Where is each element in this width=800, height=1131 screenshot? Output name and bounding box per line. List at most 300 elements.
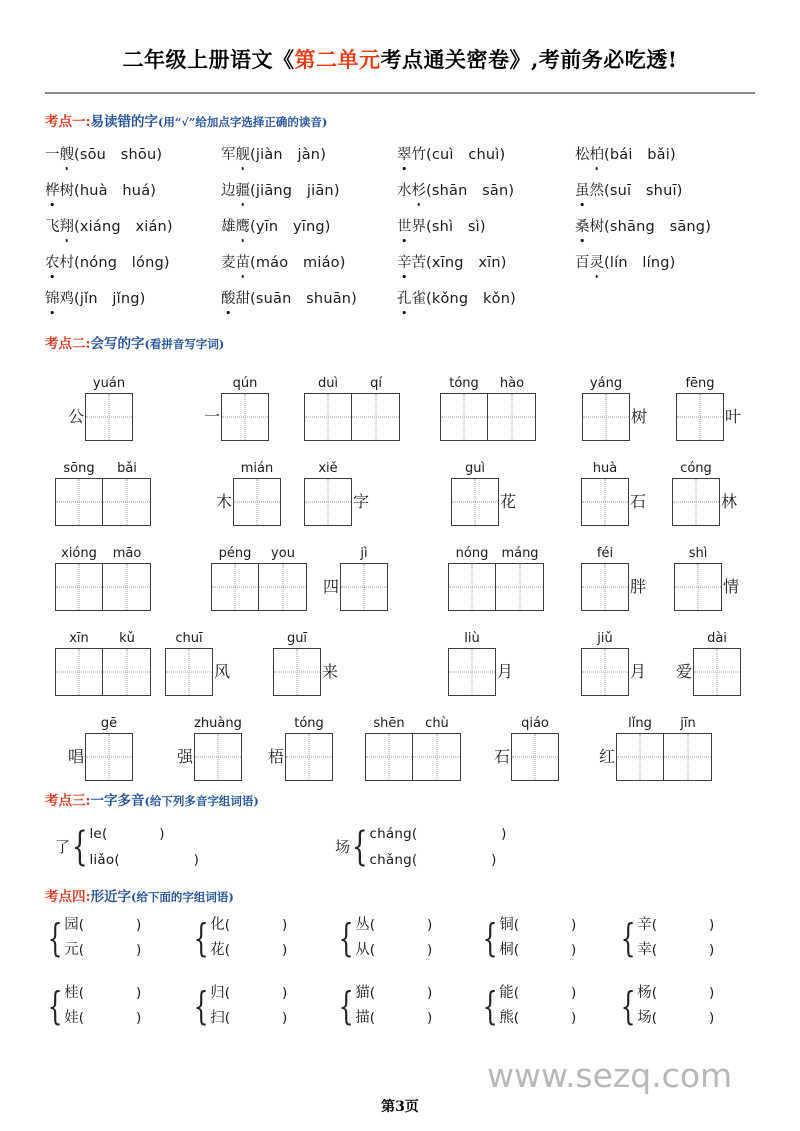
grid-line [165, 648, 231, 696]
pinyin-choice-item[interactable] [575, 180, 755, 199]
tianzige[interactable] [616, 733, 712, 781]
writing-grid-group[interactable] [674, 546, 740, 611]
tianzige[interactable] [581, 648, 629, 696]
similar-char-unit [338, 981, 432, 1031]
polyphone-entry[interactable] [89, 847, 198, 873]
polyphone-entry[interactable] [89, 821, 198, 847]
brace-icon: { [193, 915, 209, 960]
pinyin-options[interactable]: (máo miáo) [250, 255, 346, 271]
tianzige-cell[interactable] [85, 733, 133, 781]
grid-line [581, 563, 647, 611]
pinyin-options[interactable]: (xiáng xián) [74, 219, 173, 235]
tianzige[interactable] [676, 393, 724, 441]
similar-char-entry[interactable] [355, 938, 432, 963]
similar-char-row [45, 913, 755, 981]
similar-char: 幸 [637, 942, 652, 958]
similar-char-entry[interactable] [64, 938, 141, 963]
paren-close: ) [501, 826, 507, 842]
paren-open: ( [369, 942, 375, 958]
writing-grid-group[interactable] [448, 546, 544, 611]
pinyin-options[interactable]: (jiāng jiān) [250, 183, 340, 199]
pinyin-options[interactable]: (suī shuī) [604, 183, 683, 199]
tianzige-cell[interactable] [55, 478, 103, 526]
pinyin-options[interactable]: (shān sān) [426, 183, 515, 199]
similar-char-entry[interactable] [355, 981, 432, 1006]
tianzige[interactable] [211, 563, 307, 611]
writing-grid-group[interactable] [304, 461, 370, 526]
tianzige[interactable] [273, 648, 321, 696]
word-char: 麦 [221, 255, 236, 271]
writing-grid-group[interactable] [581, 631, 647, 696]
pinyin-choice-item[interactable] [45, 180, 221, 199]
tianzige-cell[interactable] [340, 563, 388, 611]
similar-char-entry[interactable] [637, 913, 714, 938]
similar-char-entry[interactable] [210, 981, 287, 1006]
grid-line [448, 648, 514, 696]
tianzige-cell[interactable] [674, 563, 722, 611]
tianzige[interactable] [165, 648, 213, 696]
paren-open: ( [513, 942, 519, 958]
grid-pinyin-line [581, 631, 647, 646]
grid-line [672, 478, 738, 526]
word-char: 孔 [397, 291, 412, 307]
writing-grid-group[interactable] [273, 631, 339, 696]
writing-grid-group[interactable] [598, 716, 712, 781]
word-char: 柏 [589, 147, 604, 163]
title-highlight: 第二单元 [294, 47, 381, 72]
brace-icon: { [482, 983, 498, 1028]
word-char: 艘 [59, 147, 74, 163]
grid-pinyin: yuán [92, 376, 126, 391]
tianzige[interactable] [582, 393, 630, 441]
tianzige-cell[interactable] [413, 733, 461, 781]
tianzige[interactable] [340, 563, 388, 611]
paren-open: ( [78, 1010, 84, 1026]
paren-open: ( [224, 1010, 230, 1026]
grid-pinyin-line [675, 631, 741, 646]
grid-pinyin-line [448, 631, 514, 646]
pinyin-choice-item[interactable] [397, 288, 575, 307]
writing-grid-group[interactable] [675, 631, 741, 696]
pinyin-options[interactable]: (suān shuān) [250, 291, 358, 307]
similar-char-entry[interactable] [355, 1006, 432, 1031]
writing-grid-group[interactable] [676, 376, 742, 441]
word-char: 百 [575, 255, 590, 271]
trailing-char: 石 [630, 492, 647, 511]
writing-grid-group[interactable] [215, 461, 281, 526]
pinyin-options[interactable]: (bái bǎi) [604, 147, 676, 163]
paren-close: ) [708, 942, 715, 958]
tianzige[interactable] [672, 478, 720, 526]
tianzige-cell[interactable] [582, 393, 630, 441]
writing-grid-group[interactable] [448, 631, 514, 696]
pinyin-choice-item[interactable] [397, 144, 575, 163]
trailing-char: 风 [214, 662, 231, 681]
tianzige-cell[interactable] [511, 733, 559, 781]
pinyin-options[interactable]: (shāng sāng) [604, 219, 712, 235]
grid-pinyin-line [448, 546, 544, 561]
similar-char: 化 [210, 917, 225, 933]
tianzige-cell[interactable] [194, 733, 242, 781]
similar-char-unit [47, 913, 141, 963]
trailing-char: 林 [721, 492, 738, 511]
paren-close: ) [570, 985, 577, 1001]
tianzige-cell[interactable] [581, 563, 629, 611]
grid-pinyin-line [67, 376, 133, 391]
trailing-char: 月 [497, 662, 514, 681]
grid-pinyin: qí [370, 376, 382, 391]
word-char: 村 [59, 255, 74, 271]
tianzige-cell[interactable] [496, 563, 544, 611]
tianzige-cell[interactable] [448, 563, 496, 611]
grid-pinyin-line [493, 716, 559, 731]
word-char: 农 [45, 255, 60, 271]
pinyin-options[interactable]: (xīng xīn) [426, 255, 507, 271]
pinyin-spacer [322, 546, 340, 561]
grid-pinyin-line [365, 716, 461, 731]
similar-char-entry[interactable] [499, 938, 576, 963]
word-char: 苦 [411, 255, 426, 271]
pinyin-choice-item[interactable] [221, 252, 397, 271]
similar-char-entry[interactable] [64, 913, 141, 938]
tianzige[interactable] [233, 478, 281, 526]
tianzige[interactable] [194, 733, 242, 781]
tianzige[interactable] [304, 478, 352, 526]
grid-pinyin: bǎi [117, 461, 137, 476]
tianzige-cell[interactable] [676, 393, 724, 441]
tianzige[interactable] [55, 563, 151, 611]
grid-pinyin: xīn [69, 631, 89, 646]
section1-key: 考点一: [45, 114, 91, 130]
writing-grid-group[interactable] [440, 376, 536, 441]
similar-char-entry[interactable] [499, 1006, 576, 1031]
paren-open: ( [224, 985, 230, 1001]
tianzige[interactable] [448, 563, 544, 611]
tianzige[interactable] [451, 478, 499, 526]
leading-char: 唱 [68, 747, 85, 766]
pinyin-choice-item[interactable] [397, 252, 575, 271]
grid-line [581, 648, 647, 696]
writing-grid-group[interactable] [55, 546, 151, 611]
tianzige-cell[interactable] [451, 478, 499, 526]
tianzige[interactable] [55, 648, 151, 696]
similar-char: 桐 [499, 942, 514, 958]
section2-heading [45, 332, 755, 352]
grid-line [451, 478, 517, 526]
paren-close: ) [426, 1010, 433, 1026]
similar-char-entry[interactable] [64, 981, 141, 1006]
pinyin-options[interactable]: (cuì chuì) [426, 147, 506, 163]
grid-pinyin: yáng [589, 376, 623, 391]
tianzige-cell[interactable] [103, 648, 151, 696]
word-char: 辛 [397, 255, 412, 271]
writing-grid-group[interactable] [304, 376, 400, 441]
grid-line [55, 648, 151, 696]
polyphone-char: 场 [335, 837, 351, 856]
similar-char-rows [210, 913, 287, 963]
pinyin-options[interactable]: (sōu shōu) [74, 147, 163, 163]
pinyin-choice-row [45, 216, 755, 252]
tianzige-cell[interactable] [165, 648, 213, 696]
writing-grid-group[interactable] [203, 376, 269, 441]
similar-char: 从 [355, 942, 370, 958]
paren-open: ( [224, 942, 230, 958]
leading-char: 一 [204, 407, 221, 426]
pinyin-choice-item[interactable] [575, 252, 755, 271]
writing-grid-group[interactable] [322, 546, 388, 611]
word-char: 桦 [45, 183, 60, 199]
tianzige-cell[interactable] [103, 478, 151, 526]
polyphone-entry[interactable] [369, 847, 506, 873]
section1-note-close: ”给加点字选择正确的读音) [188, 115, 328, 129]
writing-grid-group[interactable] [176, 716, 242, 781]
grid-pinyin-line [672, 461, 738, 476]
section1-heading [45, 110, 755, 130]
similar-char-rows [499, 913, 576, 963]
grid-pinyin-line [582, 376, 648, 391]
similar-char: 铜 [499, 917, 514, 933]
word-char: 杉 [411, 183, 426, 199]
tianzige-cell[interactable] [55, 563, 103, 611]
tianzige-cell[interactable] [233, 478, 281, 526]
similar-char-entry[interactable] [499, 913, 576, 938]
grid-pinyin: gē [100, 716, 118, 731]
tianzige[interactable] [448, 648, 496, 696]
writing-grid-group[interactable] [55, 461, 151, 526]
writing-grid-group[interactable] [211, 546, 307, 611]
grid-line [215, 478, 281, 526]
pinyin-choice-item[interactable] [397, 216, 575, 235]
polyphone-unit [335, 821, 506, 873]
grid-line [273, 648, 339, 696]
pinyin-options[interactable]: (kǒng kǒn) [426, 291, 516, 307]
grid-pinyin: zhuàng [194, 716, 242, 731]
section3-key: 考点三: [45, 793, 91, 809]
trailing-char: 情 [723, 577, 740, 596]
tianzige[interactable] [55, 478, 151, 526]
similar-char: 桂 [64, 985, 79, 1001]
pinyin-choice-row [45, 252, 755, 288]
pinyin-choice-item[interactable] [45, 288, 221, 307]
similar-char-entry[interactable] [637, 938, 714, 963]
pinyin-options[interactable]: (huà huá) [74, 183, 157, 199]
leading-char: 爱 [676, 662, 693, 681]
pinyin-choice-item[interactable] [45, 216, 221, 235]
similar-char-rows [499, 981, 576, 1031]
similar-char: 扫 [210, 1010, 225, 1026]
tianzige-cell[interactable] [304, 478, 352, 526]
tianzige[interactable] [581, 563, 629, 611]
grid-pinyin-line [67, 716, 133, 731]
writing-grid-group[interactable] [581, 546, 647, 611]
similar-char-rows [637, 981, 714, 1031]
paren-open: ( [513, 985, 519, 1001]
writing-grid-group[interactable] [493, 716, 559, 781]
pinyin-options[interactable]: (jiàn jàn) [250, 147, 327, 163]
pinyin-choice-item[interactable] [45, 252, 221, 271]
similar-char-entry[interactable] [210, 938, 287, 963]
word-char: 甜 [235, 291, 250, 307]
grid-pinyin: jīn [680, 716, 696, 731]
writing-grid-group[interactable] [581, 461, 647, 526]
pinyin-choice-item[interactable] [221, 180, 397, 199]
tianzige[interactable] [85, 733, 133, 781]
pinyin-choice-row [45, 180, 755, 216]
similar-char-entry[interactable] [210, 913, 287, 938]
similar-char-entry[interactable] [355, 913, 432, 938]
tianzige-cell[interactable] [273, 648, 321, 696]
tianzige-cell[interactable] [581, 648, 629, 696]
similar-char-entry[interactable] [210, 1006, 287, 1031]
paren-close: ) [281, 985, 288, 1001]
similar-char: 娃 [64, 1010, 79, 1026]
tianzige-cell[interactable] [448, 648, 496, 696]
pinyin-choice-item[interactable] [221, 144, 397, 163]
writing-grid-group[interactable] [267, 716, 333, 781]
section4-note: (给下面的字组词语) [130, 890, 234, 904]
grid-line [304, 393, 400, 441]
grid-pinyin: xiě [318, 461, 338, 476]
tianzige-cell[interactable] [488, 393, 536, 441]
section4-body [45, 913, 755, 1049]
polyphone-rows [89, 821, 198, 873]
similar-char-entry[interactable] [637, 981, 714, 1006]
pinyin-choice-item[interactable] [575, 216, 755, 235]
word-char: 疆 [235, 183, 250, 199]
tianzige-cell[interactable] [365, 733, 413, 781]
brace-icon: { [193, 983, 209, 1028]
page-title [45, 44, 755, 74]
similar-char-entry[interactable] [499, 981, 576, 1006]
tianzige[interactable] [693, 648, 741, 696]
tianzige-cell[interactable] [672, 478, 720, 526]
similar-char-rows [355, 981, 432, 1031]
brace-icon: { [620, 983, 636, 1028]
paren-close: ) [159, 826, 165, 842]
polyphone-entry[interactable] [369, 821, 506, 847]
grid-pinyin: shēn [373, 716, 405, 731]
writing-grid-group[interactable] [67, 376, 133, 441]
page-number: 第3页 [381, 1099, 419, 1115]
tianzige-cell[interactable] [85, 393, 133, 441]
word-char: 桑 [575, 219, 590, 235]
title-prefix: 二年级上册语文《 [122, 47, 295, 72]
word-char: 水 [397, 183, 412, 199]
leading-char: 四 [323, 577, 340, 596]
tianzige-cell[interactable] [103, 563, 151, 611]
grid-pinyin: jiǔ [597, 631, 613, 646]
grid-line [267, 733, 333, 781]
writing-grid-group[interactable] [165, 631, 231, 696]
tianzige-cell[interactable] [693, 648, 741, 696]
pinyin-spacer [176, 716, 194, 731]
pinyin-choice-item[interactable] [397, 180, 575, 199]
grid-line [493, 733, 559, 781]
grid-pinyin: féi [596, 546, 614, 561]
tianzige-cell[interactable] [440, 393, 488, 441]
grid-pinyin: kǔ [119, 631, 135, 646]
pinyin-choice-row [45, 144, 755, 180]
grid-pinyin: nóng [455, 546, 489, 561]
trailing-char: 花 [500, 492, 517, 511]
tianzige[interactable] [674, 563, 722, 611]
grid-pinyin-line [203, 376, 269, 391]
tianzige-cell[interactable] [664, 733, 712, 781]
tianzige-cell[interactable] [581, 478, 629, 526]
word-char: 雀 [411, 291, 426, 307]
grid-line [55, 563, 151, 611]
paren-close: ) [426, 942, 433, 958]
writing-grid-group[interactable] [55, 631, 151, 696]
writing-grid-group[interactable] [672, 461, 738, 526]
pinyin-options[interactable]: (shì sì) [426, 219, 486, 235]
tianzige[interactable] [365, 733, 461, 781]
tianzige[interactable] [304, 393, 400, 441]
polyphone-pinyin: liǎo [89, 852, 115, 868]
word-char: 酸 [221, 291, 236, 307]
paren-open: ( [369, 1010, 375, 1026]
grid-pinyin: cóng [680, 461, 712, 476]
paren-close: ) [281, 917, 288, 933]
polyphone-char: 了 [55, 837, 71, 856]
pinyin-options[interactable]: (lín líng) [604, 255, 676, 271]
tianzige-cell[interactable] [616, 733, 664, 781]
pinyin-options[interactable]: (yīn yīng) [250, 219, 331, 235]
tianzige[interactable] [440, 393, 536, 441]
tianzige-cell[interactable] [304, 393, 352, 441]
pinyin-options[interactable]: (nóng lóng) [74, 255, 170, 271]
writing-grid-group[interactable] [582, 376, 648, 441]
tianzige[interactable] [511, 733, 559, 781]
tianzige-cell[interactable] [285, 733, 333, 781]
tianzige[interactable] [221, 393, 269, 441]
pinyin-choice-item[interactable] [221, 288, 397, 307]
tianzige[interactable] [85, 393, 133, 441]
paren-close: ) [491, 852, 497, 868]
paren-close: ) [426, 917, 433, 933]
writing-grid-group[interactable] [365, 716, 461, 781]
pinyin-choice-item[interactable] [221, 216, 397, 235]
paren-open: ( [114, 852, 120, 868]
writing-grid-group[interactable] [451, 461, 517, 526]
brace-icon: { [482, 915, 498, 960]
pinyin-choice-item[interactable] [575, 144, 755, 163]
pinyin-spacer [67, 716, 85, 731]
tianzige-cell[interactable] [259, 563, 307, 611]
tianzige-cell[interactable] [211, 563, 259, 611]
leading-char: 公 [68, 407, 85, 426]
grid-pinyin-line [215, 461, 281, 476]
section4-heading [45, 885, 755, 905]
similar-char-entry[interactable] [64, 1006, 141, 1031]
similar-char-rows [64, 981, 141, 1031]
tianzige-cell[interactable] [221, 393, 269, 441]
paren-open: ( [78, 985, 84, 1001]
section2-body [45, 362, 755, 787]
word-char: 一 [45, 147, 60, 163]
section3-heading [45, 789, 755, 809]
writing-grid-group[interactable] [67, 716, 133, 781]
grid-pinyin-line [304, 461, 370, 476]
pinyin-options[interactable]: (jǐn jǐng) [74, 291, 146, 307]
tianzige[interactable] [581, 478, 629, 526]
similar-char-entry[interactable] [637, 1006, 714, 1031]
tianzige-cell[interactable] [352, 393, 400, 441]
similar-char-unit [47, 981, 141, 1031]
tianzige-cell[interactable] [55, 648, 103, 696]
tianzige[interactable] [285, 733, 333, 781]
pinyin-choice-item[interactable] [45, 144, 221, 163]
